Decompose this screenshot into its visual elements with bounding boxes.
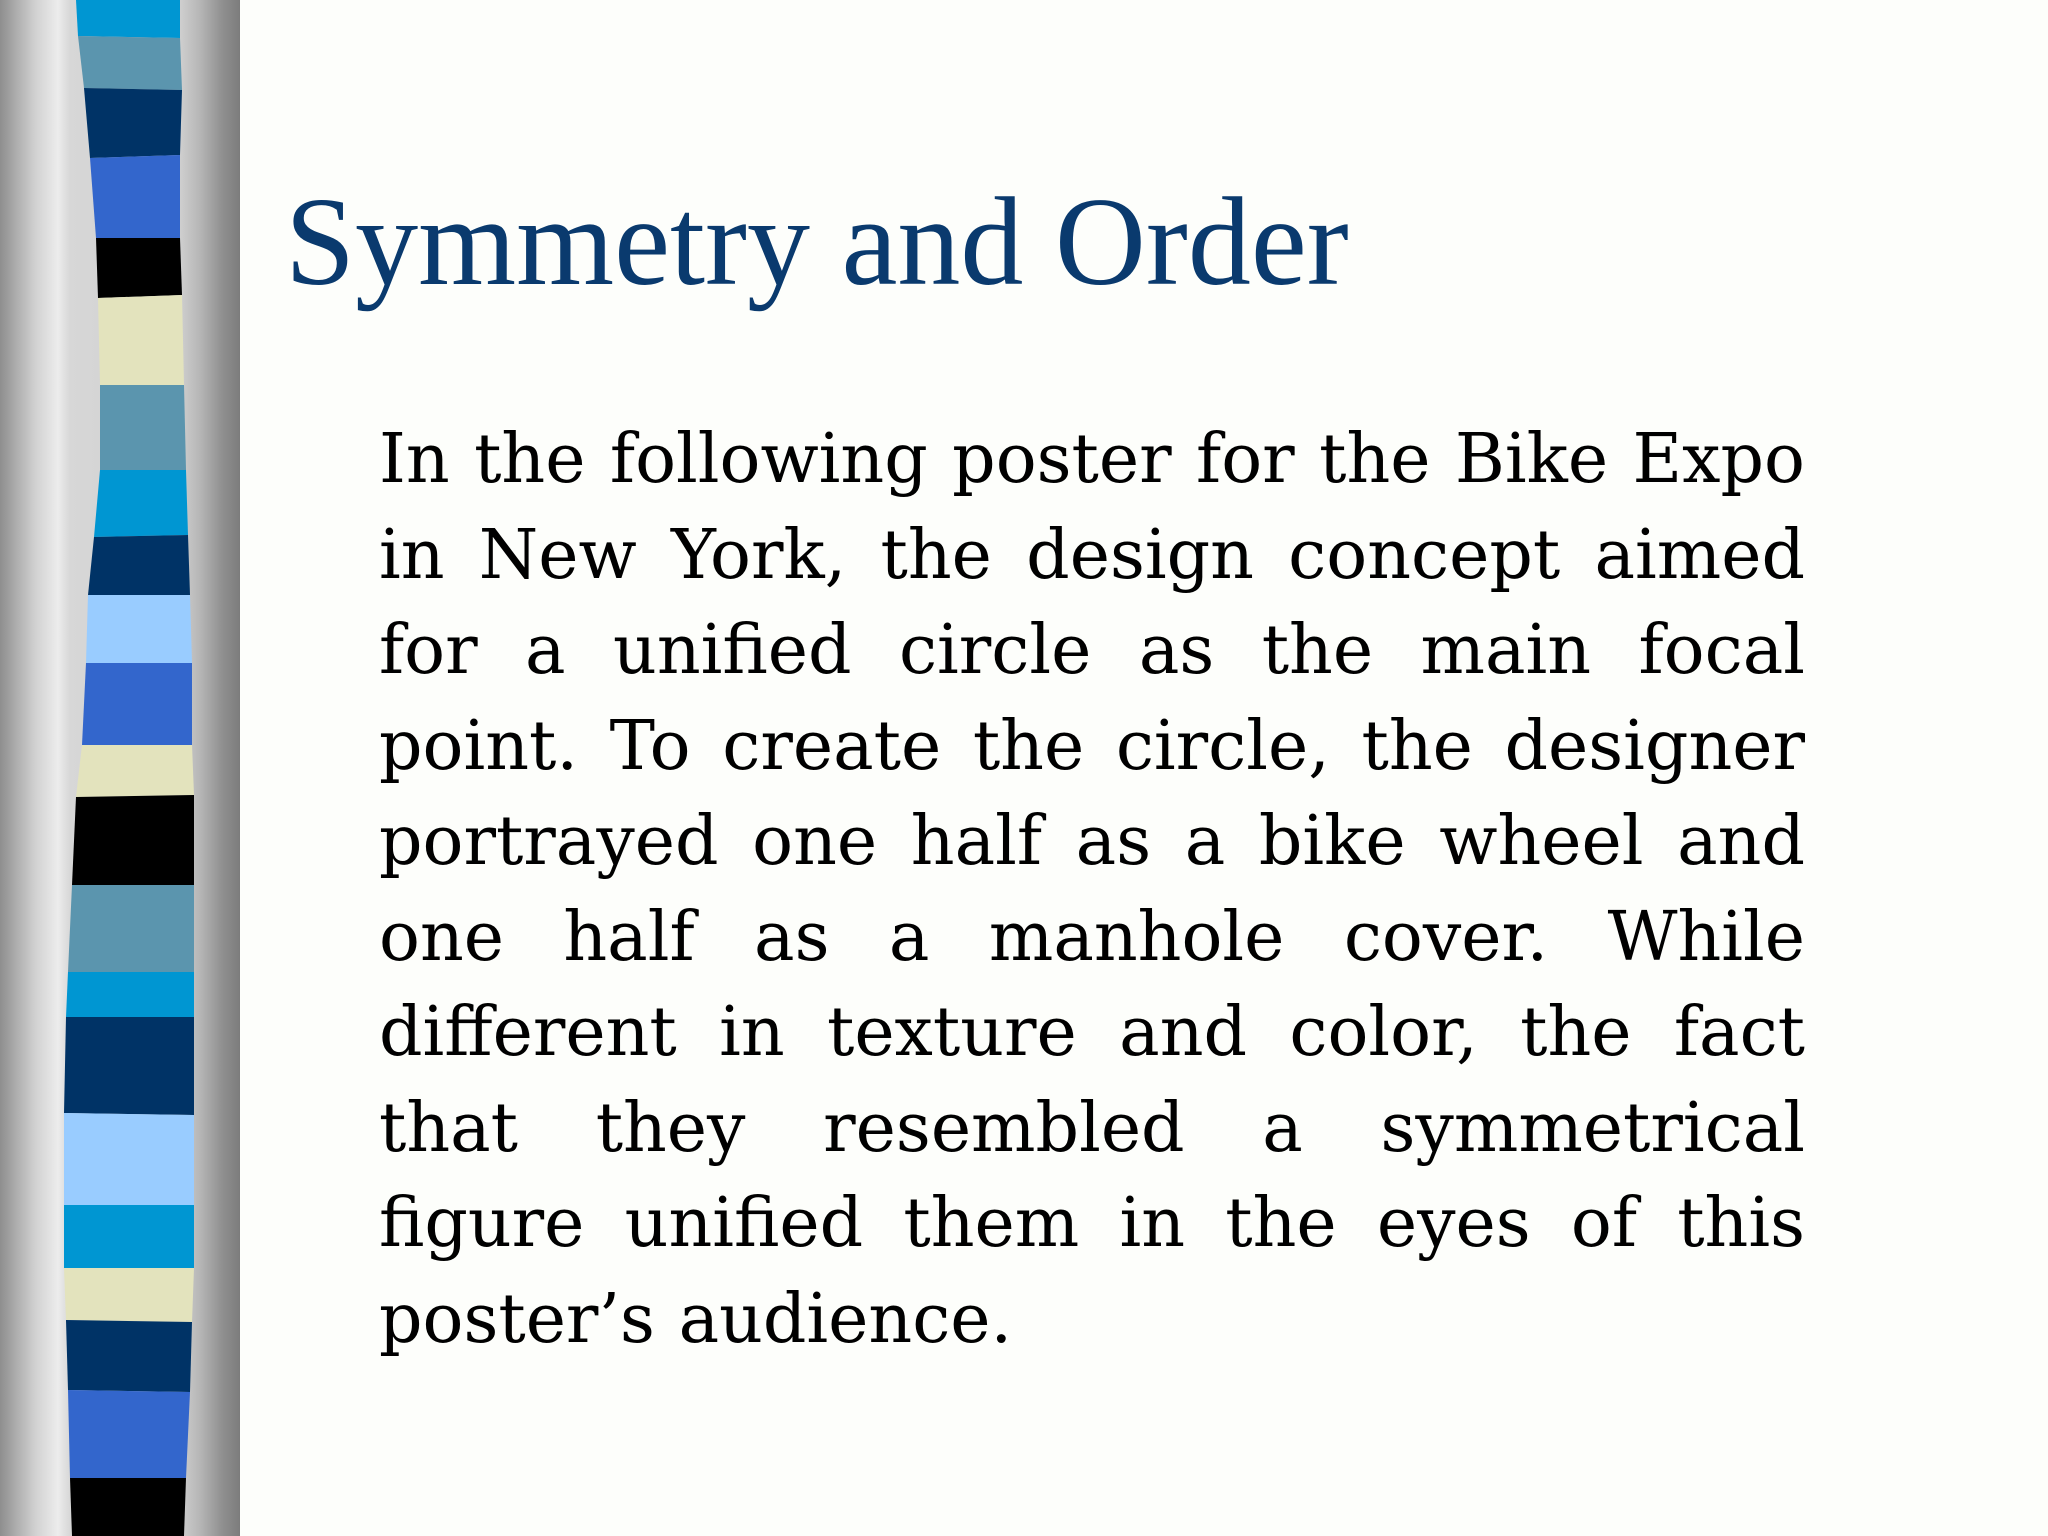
stripe-19 <box>64 1268 194 1322</box>
stripe-4 <box>90 155 180 238</box>
decorative-stripe-band <box>0 0 240 1536</box>
stripe-1 <box>76 0 180 38</box>
stripe-8 <box>94 470 188 537</box>
stripe-11 <box>82 663 192 745</box>
stripe-6 <box>98 295 184 385</box>
stripe-15 <box>66 972 194 1017</box>
stripe-7 <box>100 385 186 470</box>
stripe-22 <box>70 1478 186 1536</box>
stripe-20 <box>66 1320 192 1392</box>
stripe-21 <box>68 1390 190 1478</box>
stripe-2 <box>78 36 182 90</box>
stripe-18 <box>64 1205 194 1268</box>
stripe-3 <box>84 88 182 158</box>
slide-title: Symmetry and Order <box>285 173 1349 312</box>
slide-body-text: In the following poster for the Bike Expo in New York, the design concept aimed for a unified circle as the main focal point. To create the circle, the designer portrayed one half as a bike wheel and one half as a manhole cover. While different in texture and color, the fact that they resembled a symmetrical figure unified them in the eyes of this poster’s audience. <box>379 420 1805 1359</box>
stripe-12 <box>76 745 194 797</box>
stripe-13 <box>72 795 194 885</box>
stripe-10 <box>86 595 192 663</box>
stripe-5 <box>96 238 182 298</box>
stripe-14 <box>68 885 194 972</box>
stripe-17 <box>64 1113 194 1205</box>
stripe-9 <box>88 535 190 595</box>
decorative-rail <box>0 0 240 1536</box>
stripe-16 <box>64 1017 194 1115</box>
